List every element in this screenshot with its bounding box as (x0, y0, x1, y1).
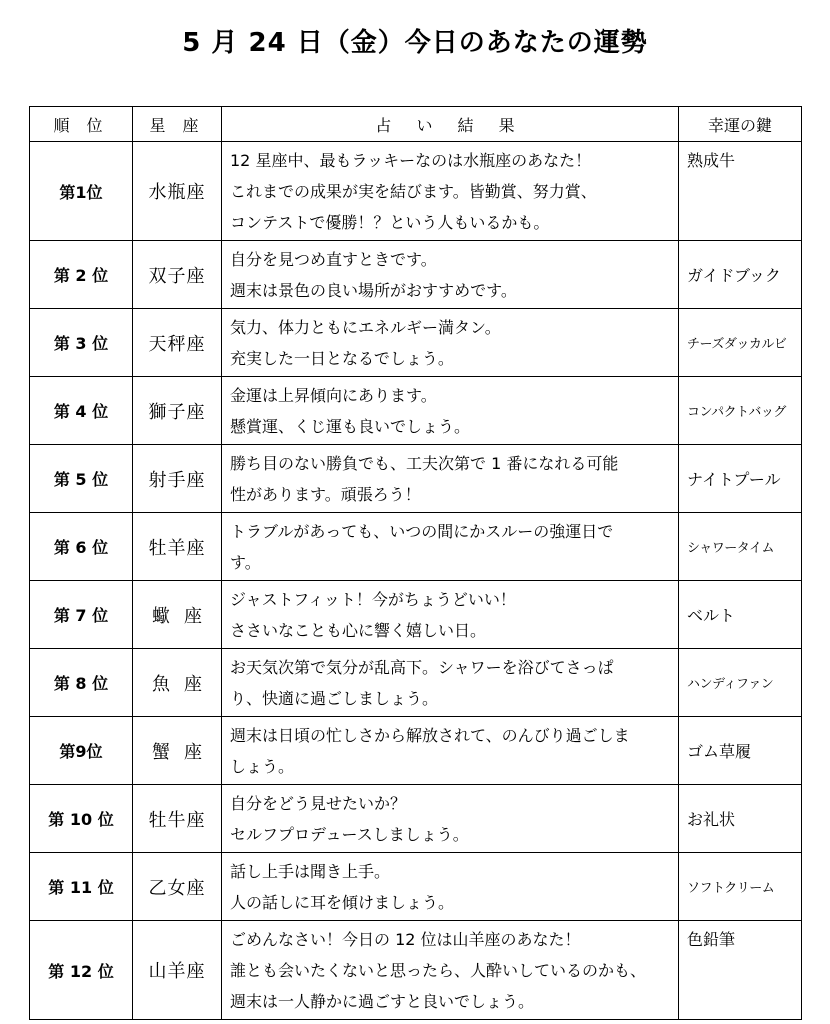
lucky-key-cell: コンパクトバッグ (679, 377, 802, 445)
lucky-key-cell: チーズダッカルビ (679, 309, 802, 377)
fortune-line: す。 (230, 553, 261, 572)
lucky-key-cell: ガイドブック (679, 241, 802, 309)
fortune-line: 人の話しに耳を傾けましょう。 (230, 893, 455, 912)
sign-cell: 獅子座 (133, 377, 222, 445)
fortune-line: 勝ち目のない勝負でも、工夫次第で 1 番になれる可能 (230, 454, 619, 473)
table-row (30, 445, 802, 513)
fortune-line: セルフプロデュースしましょう。 (230, 825, 469, 844)
fortune-cell (222, 853, 679, 921)
sign-cell: 水瓶座 (133, 142, 222, 241)
fortune-line: 性があります。頑張ろう！ (230, 485, 421, 504)
table-row (30, 513, 802, 581)
rank-cell: 第 3 位 (30, 309, 133, 377)
fortune-cell (222, 309, 679, 377)
table-row (30, 785, 802, 853)
fortune-line: 金運は上昇傾向にあります。 (230, 386, 437, 405)
rank-cell: 第9位 (30, 717, 133, 785)
fortune-cell (222, 921, 679, 1020)
sign-cell: 双子座 (133, 241, 222, 309)
fortune-line: 12 星座中、最もラッキーなのは水瓶座のあなた！ (230, 151, 592, 170)
fortune-cell (222, 445, 679, 513)
table-row (30, 649, 802, 717)
fortune-line: トラブルがあっても、いつの間にかスルーの強運日で (230, 522, 614, 541)
fortune-cell (222, 717, 679, 785)
lucky-key-cell: お礼状 (679, 785, 802, 853)
fortune-line: 自分を見つめ直すときです。 (230, 250, 437, 269)
lucky-key-cell: 熟成牛 (679, 142, 802, 241)
fortune-line: これまでの成果が実を結びます。皆勤賞、努力賞、 (230, 182, 597, 201)
sign-cell: 牡牛座 (133, 785, 222, 853)
fortune-line: 週末は一人静かに過ごすと良いでしょう。 (230, 992, 535, 1011)
fortune-line: コンテストで優勝！？という人もいるかも。 (230, 213, 550, 232)
lucky-key-cell: ナイトプール (679, 445, 802, 513)
table-row (30, 853, 802, 921)
fortune-line: ジャストフィット！今がちょうどいい！ (230, 590, 516, 609)
fortune-line: 自分をどう見せたいか？ (230, 794, 407, 813)
rank-cell: 第 6 位 (30, 513, 133, 581)
rank-cell: 第 5 位 (30, 445, 133, 513)
rank-cell: 第 7 位 (30, 581, 133, 649)
rank-cell: 第 12 位 (30, 921, 133, 1020)
fortune-line: り、快適に過ごしましょう。 (230, 689, 439, 708)
fortune-line: ごめんなさい！今日の 12 位は山羊座のあなた！ (230, 930, 581, 949)
sign-cell: 天秤座 (133, 309, 222, 377)
table-row (30, 241, 802, 309)
lucky-key-cell: ゴム草履 (679, 717, 802, 785)
fortune-line: 気力、体力ともにエネルギー満タン。 (230, 318, 501, 337)
header-rank: 順 位 (30, 107, 133, 142)
rank-cell: 第 11 位 (30, 853, 133, 921)
fortune-cell (222, 649, 679, 717)
fortune-cell (222, 785, 679, 853)
rank-cell: 第1位 (30, 142, 133, 241)
fortune-line: ささいなことも心に響く嬉しい日。 (230, 621, 487, 640)
fortune-table (29, 106, 802, 1020)
table-row (30, 309, 802, 377)
fortune-line: 話し上手は聞き上手。 (230, 862, 391, 881)
rank-cell: 第 10 位 (30, 785, 133, 853)
fortune-line: 週末は景色の良い場所がおすすめです。 (230, 281, 517, 300)
fortune-cell (222, 142, 679, 241)
rank-cell: 第 8 位 (30, 649, 133, 717)
sign-cell: 蠍座 (133, 581, 222, 649)
fortune-cell (222, 241, 679, 309)
table-row (30, 377, 802, 445)
sign-cell: 山羊座 (133, 921, 222, 1020)
lucky-key-cell: ベルト (679, 581, 802, 649)
header-lucky-key: 幸運の鍵 (679, 107, 802, 142)
lucky-key-cell: 色鉛筆 (679, 921, 802, 1020)
lucky-key-cell: ハンディファン (679, 649, 802, 717)
fortune-cell (222, 377, 679, 445)
fortune-cell (222, 581, 679, 649)
header-sign: 星 座 (133, 107, 222, 142)
table-row (30, 717, 802, 785)
table-row (30, 142, 802, 241)
header-row (30, 107, 802, 142)
fortune-line: 懸賞運、くじ運も良いでしょう。 (230, 417, 471, 436)
fortune-line: しょう。 (230, 757, 295, 776)
header-fortune: 占 い 結 果 (222, 107, 679, 142)
rank-cell: 第 2 位 (30, 241, 133, 309)
rank-cell: 第 4 位 (30, 377, 133, 445)
sign-cell: 牡羊座 (133, 513, 222, 581)
sign-cell: 蟹座 (133, 717, 222, 785)
table-row (30, 921, 802, 1020)
table-row (30, 581, 802, 649)
fortune-line: 充実した一日となるでしょう。 (230, 349, 454, 368)
lucky-key-cell: ソフトクリーム (679, 853, 802, 921)
fortune-line: 週末は日頃の忙しさから解放されて、のんびり過ごしま (230, 726, 630, 745)
fortune-line: 誰とも会いたくないと思ったら、人酔いしているのかも、 (230, 961, 647, 980)
fortune-line: お天気次第で気分が乱高下。シャワーを浴びてさっぱ (230, 658, 614, 677)
sign-cell: 魚座 (133, 649, 222, 717)
sign-cell: 射手座 (133, 445, 222, 513)
lucky-key-cell: シャワータイム (679, 513, 802, 581)
fortune-cell (222, 513, 679, 581)
page-title: 5 月 24 日（金）今日のあなたの運勢 (182, 28, 648, 58)
sign-cell: 乙女座 (133, 853, 222, 921)
